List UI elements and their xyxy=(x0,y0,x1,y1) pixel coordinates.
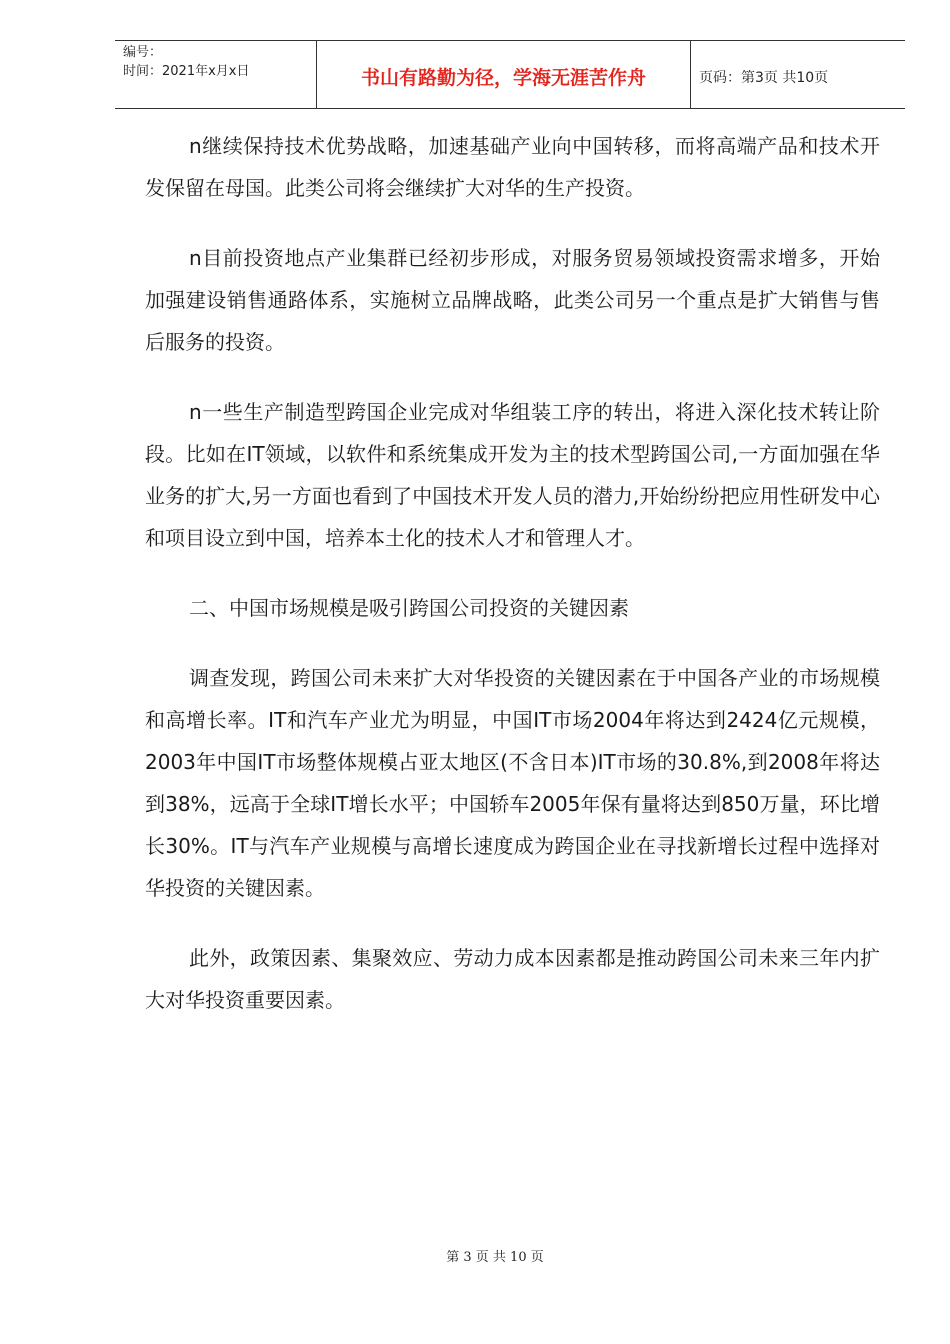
motto-cell xyxy=(317,41,691,108)
paragraph: 调查发现，跨国公司未来扩大对华投资的关键因素在于中国各产业的市场规模和高增长率。IT和汽车产业尤为明显，中国IT市场2004年将达到2424亿元规模，2003年中国IT市场整体规模占亚太地区(不含日本)IT市场的30.8%,到2008年将达到38%，远高于全球IT增长水平；中国轿车2005年保有量将达到850万量，环比增长30%。IT与汽车产业规模与高增长速度成为跨国企业在寻找新增长过程中选择对华投资的关键因素。 xyxy=(145,666,880,900)
page-header xyxy=(115,40,905,109)
paragraph: n继续保持技术优势战略，加速基础产业向中国转移，而将高端产品和技术开发保留在母国。此类公司将会继续扩大对华的生产投资。 xyxy=(145,134,880,200)
paragraph: 此外，政策因素、集聚效应、劳动力成本因素都是推动跨国公司未来三年内扩大对华投资重要因素。 xyxy=(145,946,880,1012)
paragraph: n一些生产制造型跨国企业完成对华组装工序的转出，将进入深化技术转让阶段。比如在IT领域，以软件和系统集成开发为主的技术型跨国公司,一方面加强在华业务的扩大,另一方面也看到了中国技术开发人员的潜力,开始纷纷把应用性研发中心和项目设立到中国，培养本土化的技术人才和管理人才。 xyxy=(145,400,880,550)
header-meta-cell xyxy=(115,41,317,108)
number-label: 编号： xyxy=(123,45,163,60)
time-label: 时间：2021年x月x日 xyxy=(123,64,250,79)
motto-text: 书山有路勤为径，学海无涯苦作舟 xyxy=(360,67,646,89)
section-heading: 二、中国市场规模是吸引跨国公司投资的关键因素 xyxy=(189,596,629,620)
page-footer xyxy=(0,1246,950,1265)
page-code-cell xyxy=(691,41,905,108)
document-body xyxy=(145,125,880,1049)
paragraph: n目前投资地点产业集群已经初步形成，对服务贸易领域投资需求增多，开始加强建设销售通路体系，实施树立品牌战略，此类公司另一个重点是扩大销售与售后服务的投资。 xyxy=(145,246,880,354)
page-code-text: 页码：第3页 共10页 xyxy=(699,69,829,86)
footer-page-number: 第 3 页 共 10 页 xyxy=(446,1250,544,1265)
